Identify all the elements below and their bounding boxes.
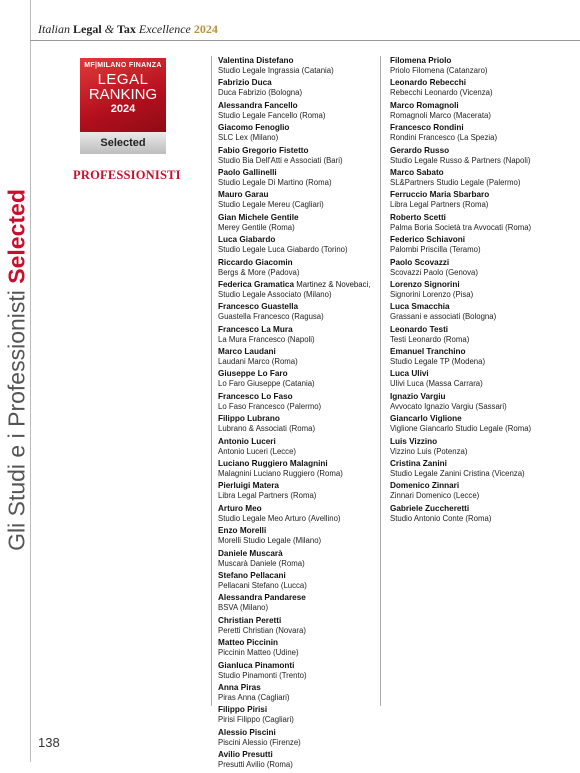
side-title-highlight: Selected	[3, 189, 30, 284]
professional-name: Stefano Pellacani	[218, 570, 286, 580]
professional-firm: Studio Legale Mereu (Cagliari)	[218, 200, 324, 210]
professional-name-line	[390, 258, 555, 268]
professional-name-line	[218, 101, 383, 111]
professional-name-line	[390, 347, 555, 357]
professional-entry	[390, 392, 555, 412]
professional-name: Paolo Scovazzi	[390, 257, 450, 267]
professional-name-line	[218, 347, 383, 357]
professional-firm: Pellacani Stefano (Lucca)	[218, 580, 307, 590]
professional-entry	[218, 504, 383, 524]
badge-year: 2024	[110, 103, 136, 115]
professional-name: Gerardo Russo	[390, 145, 450, 155]
professional-firm: Rebecchi Leonardo (Vicenza)	[390, 88, 493, 98]
professional-name-line	[390, 459, 555, 469]
professional-entry	[218, 369, 383, 389]
professional-firm: Guastella Francesco (Ragusa)	[218, 312, 324, 322]
professional-name-line	[218, 369, 383, 379]
professional-name-line	[218, 728, 383, 738]
professional-firm: Piccinin Matteo (Udine)	[218, 648, 299, 658]
professional-entry	[218, 56, 383, 76]
professional-firm: Libra Legal Partners (Roma)	[218, 491, 317, 501]
professional-name-line	[390, 235, 555, 245]
professional-name-line	[218, 235, 383, 245]
professional-name: Daniele Muscarà	[218, 548, 283, 558]
professional-name: Gian Michele Gentile	[218, 212, 299, 222]
professional-name-line	[218, 481, 383, 491]
professional-entry	[218, 392, 383, 412]
professional-entry	[218, 168, 383, 188]
professional-name-line	[218, 526, 383, 536]
professional-firm: Presutti Avilio (Roma)	[218, 760, 293, 770]
professional-name: Luciano Ruggiero Malagnini	[218, 459, 328, 469]
column-divider	[211, 56, 212, 706]
professional-name: Francesco Lo Faso	[218, 391, 293, 401]
header-legal: Legal	[73, 22, 102, 36]
professional-name-line	[390, 146, 555, 156]
professional-name-line	[218, 549, 383, 559]
professional-entry	[218, 571, 383, 591]
professional-name-line	[218, 683, 383, 693]
header-year: 2024	[193, 22, 218, 36]
professional-entry	[218, 437, 383, 457]
section-label: PROFESSIONISTI	[73, 168, 181, 182]
professional-name: Paolo Gallinelli	[218, 167, 277, 177]
professional-firm: Palma Boria Società tra Avvocati (Roma)	[390, 222, 532, 232]
professional-firm: Palombi Priscilla (Teramo)	[390, 245, 481, 255]
professional-name-line	[390, 325, 555, 335]
professional-firm: Signorini Lorenzo (Pisa)	[390, 289, 474, 299]
professional-name-line	[390, 414, 555, 424]
professional-entry	[218, 661, 383, 681]
professional-firm: Priolo Filomena (Catanzaro)	[390, 66, 488, 75]
professional-firm: Studio Bia Dell'Atti e Associati (Bari)	[218, 155, 343, 165]
professional-name-line	[390, 168, 555, 178]
professional-name-line	[390, 302, 555, 312]
professional-entry	[218, 638, 383, 658]
professional-entry	[390, 101, 555, 121]
professional-name: Mauro Garau	[218, 190, 269, 200]
professional-entry	[218, 235, 383, 255]
professional-name: Marco Laudani	[218, 347, 276, 357]
professional-firm: Zinnari Domenico (Lecce)	[390, 491, 480, 501]
professionals-column-a	[218, 56, 383, 773]
professional-name-line	[218, 56, 383, 66]
professional-name: Avilio Presutti	[218, 750, 273, 760]
legal-ranking-badge	[80, 58, 166, 154]
professional-name-line	[218, 258, 383, 268]
professional-name: Francesco Guastella	[218, 302, 299, 312]
professional-entry	[218, 683, 383, 703]
professional-entry	[218, 728, 383, 748]
professional-name: Alessandra Pandarese	[218, 593, 306, 603]
professional-name-line	[390, 190, 555, 200]
professional-name: Giancarlo Viglione	[390, 414, 462, 424]
professional-name-line	[218, 750, 383, 760]
professional-entry	[218, 616, 383, 636]
professional-name: Matteo Piccinin	[218, 638, 279, 648]
professional-name: Alessio Piscini	[218, 727, 276, 737]
header-amp: &	[104, 22, 115, 36]
professional-name-line	[218, 638, 383, 648]
professional-entry	[218, 280, 383, 300]
professional-entry	[218, 347, 383, 367]
professional-name-line	[218, 459, 383, 469]
professional-name-line	[218, 616, 383, 626]
professional-entry	[218, 414, 383, 434]
professional-firm: Studio Legale Luca Giabardo (Torino)	[218, 245, 348, 255]
professional-firm: Studio Legale Russo & Partners (Napoli)	[390, 155, 531, 165]
professional-name: Luca Ulivi	[390, 369, 429, 379]
professional-name-line	[218, 302, 383, 312]
professional-entry	[218, 146, 383, 166]
professional-name-line	[218, 168, 383, 178]
professional-entry	[390, 168, 555, 188]
professional-firm: Libra Legal Partners (Roma)	[390, 200, 489, 210]
professional-name: Antonio Luceri	[218, 436, 276, 446]
professional-firm: Studio Legale Ingrassia (Catania)	[218, 66, 334, 75]
professional-entry	[390, 302, 555, 322]
professional-firm: Morelli Studio Legale (Milano)	[218, 536, 322, 546]
professional-name-line	[218, 146, 383, 156]
header-tax: Tax	[117, 22, 136, 36]
professional-entry	[390, 280, 555, 300]
professional-entry	[390, 325, 555, 345]
professional-firm: Ulivi Luca (Massa Carrara)	[390, 379, 483, 389]
professional-firm: Viglione Giancarlo Studio Legale (Roma)	[390, 424, 532, 434]
professional-name-line	[390, 78, 555, 88]
professional-firm: Studio Legale Zanini Cristina (Vicenza)	[390, 469, 525, 479]
professional-firm: SL&Partners Studio Legale (Palermo)	[390, 177, 521, 187]
professional-name-line	[218, 437, 383, 447]
professional-entry	[218, 459, 383, 479]
professional-firm: Studio Legale Fancello (Roma)	[218, 110, 326, 120]
professional-name: Fabio Gregorio Fistetto	[218, 145, 309, 155]
professional-name: Leonardo Testi	[390, 324, 449, 334]
professional-entry	[390, 414, 555, 434]
professional-entry	[218, 302, 383, 322]
professional-name-line	[390, 101, 555, 111]
professional-firm: Pirisi Filippo (Cagliari)	[218, 715, 294, 725]
professional-entry	[218, 258, 383, 278]
professional-firm: Scovazzi Paolo (Genova)	[390, 267, 478, 277]
professional-firm: Studio Legale Associato (Milano)	[218, 289, 332, 299]
professional-firm: Piras Anna (Cagliari)	[218, 692, 290, 702]
professional-firm: Merey Gentile (Roma)	[218, 222, 295, 232]
professional-entry	[390, 235, 555, 255]
professional-entry	[218, 593, 383, 613]
professional-firm: Lo Faro Giuseppe (Catania)	[218, 379, 315, 389]
professional-entry	[218, 750, 383, 770]
professional-entry	[390, 504, 555, 524]
professional-name: Emanuel Tranchino	[390, 347, 466, 357]
side-title	[2, 180, 32, 560]
professional-entry	[390, 78, 555, 98]
professional-name: Valentina Distefano	[218, 56, 294, 65]
professional-entry	[218, 526, 383, 546]
professional-name-line	[218, 593, 383, 603]
professional-entry	[390, 347, 555, 367]
professional-name-line	[218, 661, 383, 671]
professional-name: Enzo Morelli	[218, 526, 267, 536]
professional-entry	[390, 481, 555, 501]
running-header	[38, 22, 218, 37]
header-rule	[30, 40, 580, 41]
header-prefix: Italian	[38, 22, 70, 36]
professional-firm: Studio Legale Meo Arturo (Avellino)	[218, 513, 341, 523]
professional-entry	[390, 123, 555, 143]
professional-entry	[218, 705, 383, 725]
professional-name: Pierluigi Matera	[218, 481, 279, 491]
professional-firm: Muscarà Daniele (Roma)	[218, 558, 305, 568]
professional-name-line	[218, 392, 383, 402]
professional-name: Filomena Priolo	[390, 56, 452, 65]
professional-entry	[390, 258, 555, 278]
professional-entry	[218, 78, 383, 98]
professional-name: Marco Sabato	[390, 167, 444, 177]
professional-firm: Studio Antonio Conte (Roma)	[390, 513, 492, 523]
professional-name: Francesco La Mura	[218, 324, 293, 334]
professional-name: Riccardo Giacomin	[218, 257, 293, 267]
professional-entry	[390, 437, 555, 457]
professional-name: Leonardo Rebecchi	[390, 78, 466, 88]
side-title-text: Gli Studi e i Professionisti	[3, 290, 30, 551]
professional-name-line	[218, 123, 383, 133]
professional-firm: Studio Pinamonti (Trento)	[218, 670, 307, 680]
professional-name: Lorenzo Signorini	[390, 279, 460, 289]
professional-firm: Testi Leonardo (Roma)	[390, 334, 470, 344]
professional-name: Gianluca Pinamonti	[218, 660, 295, 670]
professional-name-line	[218, 705, 383, 715]
professional-name-line	[218, 571, 383, 581]
professional-entry	[218, 190, 383, 210]
professional-firm: Bergs & More (Padova)	[218, 267, 300, 277]
professionals-column-b	[390, 56, 555, 526]
professional-name: Luis Vizzino	[390, 436, 438, 446]
professional-firm: Malagnini Luciano Ruggiero (Roma)	[218, 469, 343, 479]
professional-name-line	[390, 280, 555, 290]
professional-entry	[390, 213, 555, 233]
professional-name-line	[218, 280, 383, 290]
professional-firm: Grassani e associati (Bologna)	[390, 312, 497, 322]
professional-name: Marco Romagnoli	[390, 100, 459, 110]
professional-name: Anna Piras	[218, 682, 261, 692]
professional-name: Roberto Scetti	[390, 212, 446, 222]
professional-name-line	[390, 481, 555, 491]
professional-name-line	[218, 414, 383, 424]
professional-firm: Antonio Luceri (Lecce)	[218, 446, 297, 456]
professional-entry	[390, 56, 555, 76]
badge-ranking: RANKING	[88, 86, 158, 103]
professional-firm: La Mura Francesco (Napoli)	[218, 334, 315, 344]
professional-name-line	[218, 325, 383, 335]
professional-name-line	[390, 56, 555, 66]
professional-name: Francesco Rondini	[390, 123, 464, 133]
professional-firm: Rondini Francesco (La Spezia)	[390, 133, 498, 143]
professional-entry	[218, 325, 383, 345]
professional-name-line	[390, 437, 555, 447]
professional-name-line	[218, 213, 383, 223]
professional-name: Christian Peretti	[218, 615, 282, 625]
professional-name: Federica Gramatica	[218, 279, 295, 289]
professional-firm: SLC Lex (Milano)	[218, 133, 279, 143]
professional-firm: Lubrano & Associati (Roma)	[218, 424, 316, 434]
professional-firm: Avvocato Ignazio Vargiu (Sassari)	[390, 401, 507, 411]
professional-name-line	[218, 504, 383, 514]
page-number: 138	[38, 735, 60, 750]
professional-entry	[390, 369, 555, 389]
professional-firm: BSVA (Milano)	[218, 603, 269, 613]
professional-entry	[218, 549, 383, 569]
professional-entry	[390, 146, 555, 166]
professional-firm: Studio Legale Di Martino (Roma)	[218, 177, 332, 187]
professional-name-line	[390, 392, 555, 402]
professional-firm: Laudani Marco (Roma)	[218, 357, 298, 367]
professional-name: Filippo Pirisi	[218, 705, 268, 715]
professional-name: Domenico Zinnari	[390, 481, 460, 491]
badge-publisher: MF|MILANO FINANZA	[84, 62, 162, 69]
professional-name-line	[218, 78, 383, 88]
professional-entry	[390, 459, 555, 479]
professional-name: Arturo Meo	[218, 503, 262, 513]
professional-name-line	[390, 213, 555, 223]
professional-firm: Peretti Christian (Novara)	[218, 625, 306, 635]
professional-entry	[218, 481, 383, 501]
professional-name: Ignazio Vargiu	[390, 391, 446, 401]
professional-name: Luca Giabardo	[218, 235, 276, 245]
professional-name-line	[390, 504, 555, 514]
professional-name-line	[218, 190, 383, 200]
professional-name-line	[390, 369, 555, 379]
professional-firm: Duca Fabrizio (Bologna)	[218, 88, 303, 98]
badge-legal: LEGAL	[97, 71, 149, 88]
professional-name: Luca Smacchia	[390, 302, 450, 312]
professional-firm: Vizzino Luis (Potenza)	[390, 446, 468, 456]
professional-firm: Piscini Alessio (Firenze)	[218, 737, 301, 747]
header-excellence: Excellence	[138, 22, 191, 36]
professional-name: Giuseppe Lo Faro	[218, 369, 288, 379]
professional-name: Cristina Zanini	[390, 459, 447, 469]
professional-name: Ferruccio Maria Sbarbaro	[390, 190, 490, 200]
professional-name: Federico Schiavoni	[390, 235, 466, 245]
professional-entry	[390, 190, 555, 210]
professional-entry	[218, 123, 383, 143]
professional-name: Filippo Lubrano	[218, 414, 280, 424]
professional-name: Fabrizio Duca	[218, 78, 272, 88]
professional-name: Giacomo Fenoglio	[218, 123, 290, 133]
professional-firm: Studio Legale TP (Modena)	[390, 357, 486, 367]
professional-firm: Romagnoli Marco (Macerata)	[390, 110, 491, 120]
badge-selected: Selected	[80, 132, 166, 154]
professional-name: Gabriele Zuccheretti	[390, 503, 470, 513]
professional-entry	[218, 213, 383, 233]
professional-firm-inline: Martinez & Novebaci,	[296, 279, 371, 289]
professional-firm: Lo Faso Francesco (Palermo)	[218, 401, 322, 411]
professional-name-line	[390, 123, 555, 133]
professional-name: Alessandra Fancello	[218, 100, 298, 110]
professional-entry	[218, 101, 383, 121]
